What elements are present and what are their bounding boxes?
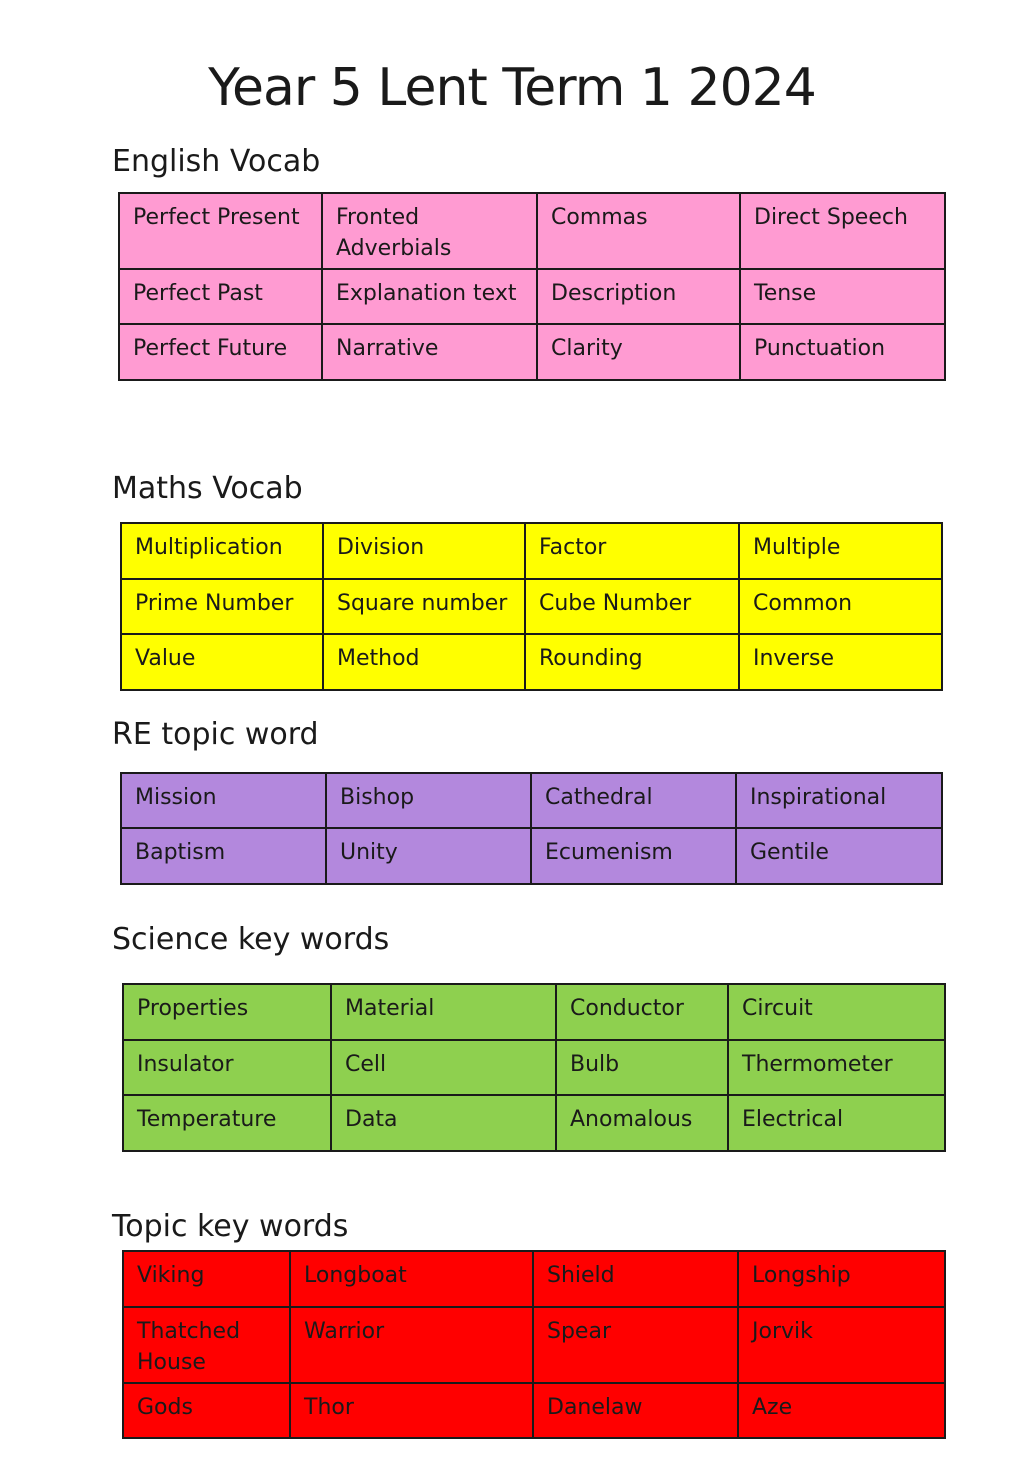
table-row — [123, 1383, 945, 1438]
table-row — [121, 579, 942, 634]
table-row — [121, 634, 942, 690]
table-cell: Perfect Future — [119, 324, 322, 380]
table-cell: Thatched House — [123, 1307, 290, 1383]
table-cell: Unity — [326, 828, 531, 884]
table-cell: Division — [323, 523, 525, 579]
table-cell: Inspirational — [736, 773, 942, 828]
table-cell: Longboat — [290, 1251, 533, 1307]
table-cell: Thor — [290, 1383, 533, 1438]
maths-vocab-table — [120, 522, 943, 691]
table-row — [123, 984, 945, 1040]
table-row — [119, 324, 945, 380]
table-cell: Material — [331, 984, 556, 1040]
table-cell: Common — [739, 579, 942, 634]
table-cell: Cell — [331, 1040, 556, 1095]
table-cell: Aze — [738, 1383, 945, 1438]
table-cell: Inverse — [739, 634, 942, 690]
table-cell: Perfect Past — [119, 269, 322, 324]
table-cell: Ecumenism — [531, 828, 736, 884]
maths-heading: Maths Vocab — [112, 471, 303, 506]
table-row — [123, 1307, 945, 1383]
table-row — [123, 1095, 945, 1151]
table-row — [123, 1040, 945, 1095]
table-cell: Data — [331, 1095, 556, 1151]
topic-heading: Topic key words — [112, 1209, 349, 1244]
table-cell: Prime Number — [121, 579, 323, 634]
table-cell: Multiple — [739, 523, 942, 579]
topic-vocab-table — [122, 1250, 946, 1439]
table-cell: Gods — [123, 1383, 290, 1438]
table-cell: Shield — [533, 1251, 738, 1307]
table-cell: Value — [121, 634, 323, 690]
table-cell: Spear — [533, 1307, 738, 1383]
english-vocab-table — [118, 192, 946, 381]
table-cell: Method — [323, 634, 525, 690]
table-cell: Rounding — [525, 634, 739, 690]
table-cell: Thermometer — [728, 1040, 945, 1095]
table-cell: Electrical — [728, 1095, 945, 1151]
table-cell: Insulator — [123, 1040, 331, 1095]
table-cell: Baptism — [121, 828, 326, 884]
table-cell: Jorvik — [738, 1307, 945, 1383]
table-cell: Mission — [121, 773, 326, 828]
table-cell: Explanation text — [322, 269, 537, 324]
table-cell: Conductor — [556, 984, 728, 1040]
table-cell: Bulb — [556, 1040, 728, 1095]
table-cell: Clarity — [537, 324, 740, 380]
table-cell: Properties — [123, 984, 331, 1040]
table-cell: Gentile — [736, 828, 942, 884]
table-cell: Perfect Present — [119, 193, 322, 269]
table-cell: Longship — [738, 1251, 945, 1307]
table-cell: Factor — [525, 523, 739, 579]
table-cell: Anomalous — [556, 1095, 728, 1151]
table-cell: Danelaw — [533, 1383, 738, 1438]
table-row — [119, 269, 945, 324]
table-cell: Circuit — [728, 984, 945, 1040]
table-cell: Description — [537, 269, 740, 324]
table-cell: Square number — [323, 579, 525, 634]
table-row — [119, 193, 945, 269]
table-cell: Viking — [123, 1251, 290, 1307]
table-row — [121, 828, 942, 884]
table-cell: Punctuation — [740, 324, 945, 380]
table-cell: Warrior — [290, 1307, 533, 1383]
table-cell: Temperature — [123, 1095, 331, 1151]
english-heading: English Vocab — [112, 144, 321, 179]
table-cell: Multiplication — [121, 523, 323, 579]
re-vocab-table — [120, 772, 943, 885]
table-cell: Cathedral — [531, 773, 736, 828]
page-title: Year 5 Lent Term 1 2024 — [208, 58, 816, 118]
table-cell: Fronted Adverbials — [322, 193, 537, 269]
table-cell: Narrative — [322, 324, 537, 380]
table-row — [121, 523, 942, 579]
table-cell: Cube Number — [525, 579, 739, 634]
table-cell: Commas — [537, 193, 740, 269]
table-row — [121, 773, 942, 828]
table-row — [123, 1251, 945, 1307]
table-cell: Bishop — [326, 773, 531, 828]
re-heading: RE topic word — [112, 717, 319, 752]
table-cell: Tense — [740, 269, 945, 324]
science-heading: Science key words — [112, 922, 390, 957]
table-cell: Direct Speech — [740, 193, 945, 269]
science-vocab-table — [122, 983, 946, 1152]
